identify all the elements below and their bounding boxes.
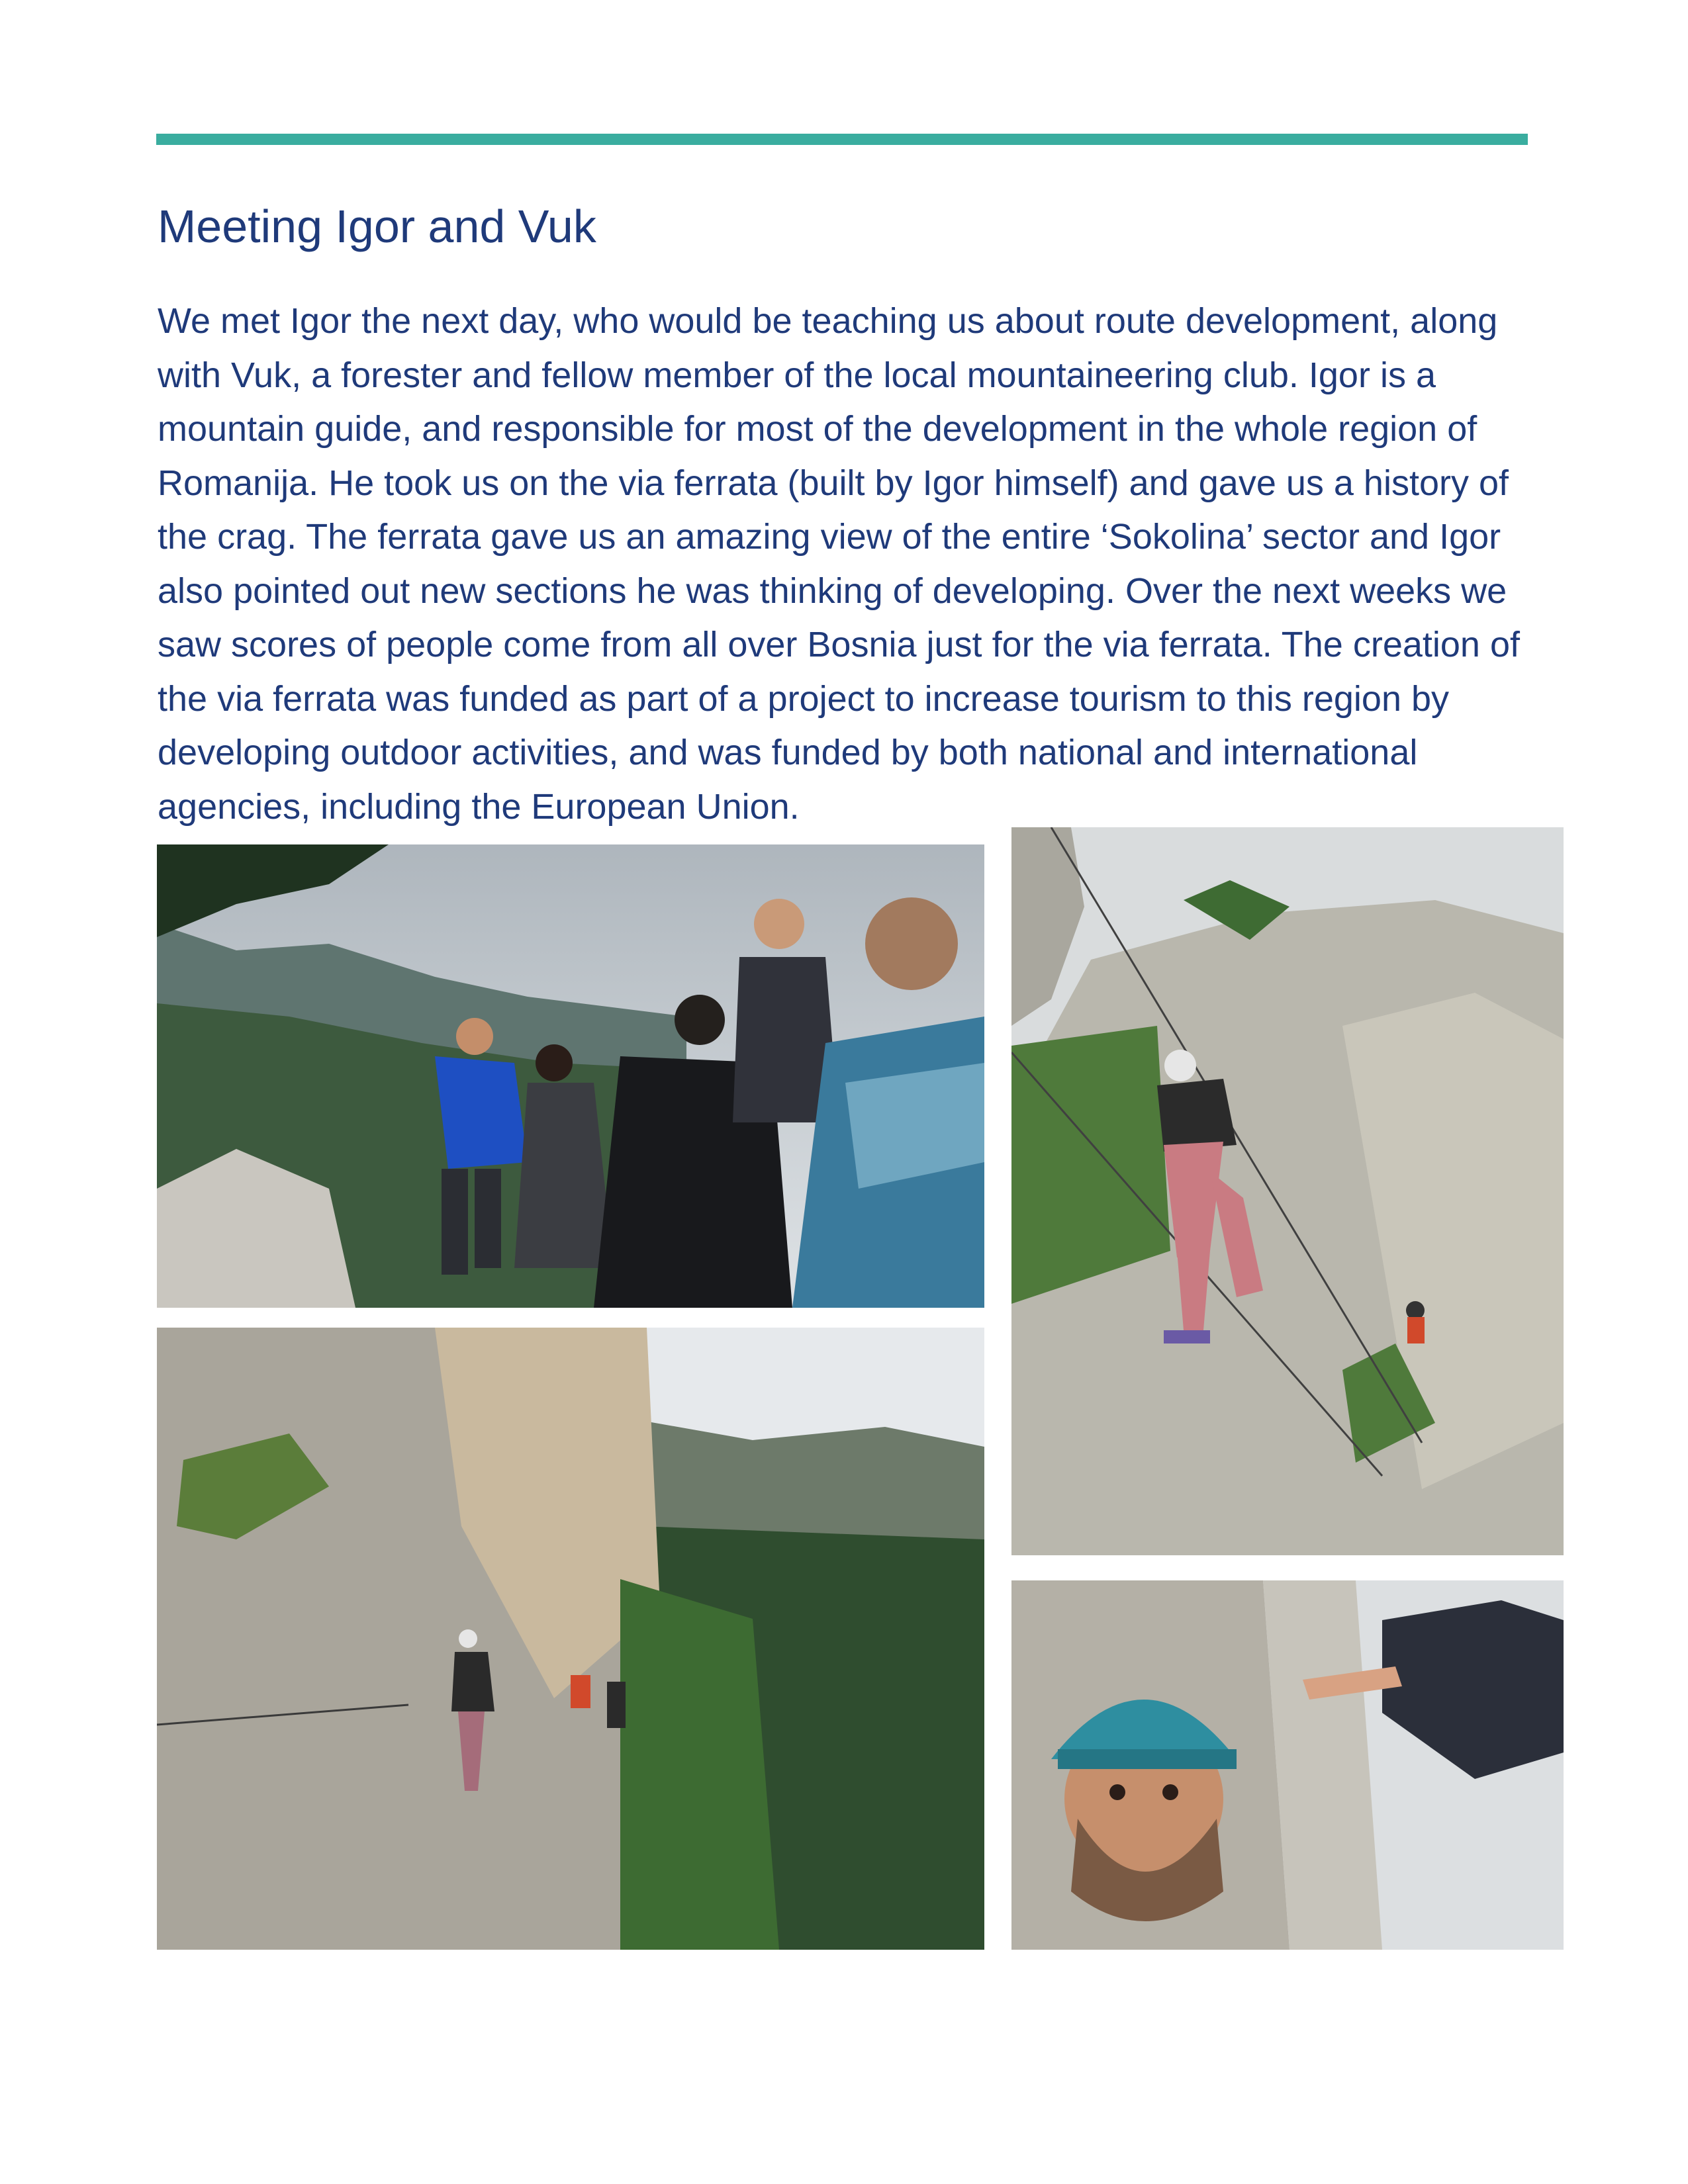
photo-climbers-traversing-cliff (157, 1328, 984, 1950)
photo-climber-on-rock-face (1011, 827, 1564, 1555)
article-title: Meeting Igor and Vuk (158, 201, 596, 252)
photo-helmet-selfie (1011, 1580, 1564, 1950)
header-accent-rule (156, 134, 1528, 145)
article-body: We met Igor the next day, who would be teaching us about route development, along with Vuk, a forester and fellow member of the local mountaineering club. Igor is a mountain guide, and responsible for most of the development in the whole region of Romanija. He took us on the via ferrata (built by Igor himself) and gave us a history of the crag. The ferrata gave us an amazing view of the entire ‘Sokolina’ sector and Igor also pointed out new sections he was thinking of developing. Over the next weeks we saw scores of people come from all over Bosnia just for the via ferrata. The creation of the via ferrata was funded as part of a project to increase tourism to this region by developing outdoor activities, and was funded by both national and international agencies, including the European Union. (158, 301, 1520, 827)
photo-group-overlooking-valley (157, 844, 984, 1308)
